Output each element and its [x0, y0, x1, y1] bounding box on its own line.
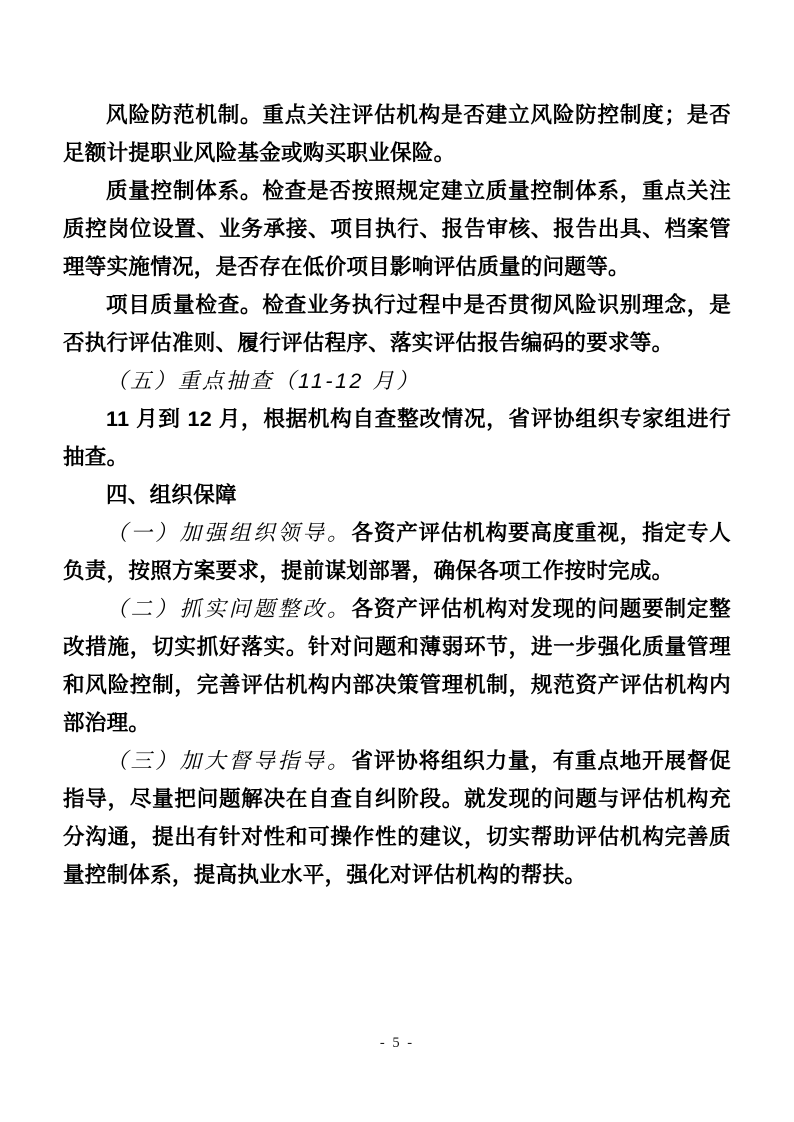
paragraph-lead: （三）加大督导指导。 [106, 749, 352, 773]
body-paragraph: 项目质量检查。检查业务执行过程中是否贯彻风险识别理念，是否执行评估准则、履行评估程序、落实评估报告编码的要求等。 [63, 293, 731, 355]
page-footer [0, 1034, 794, 1052]
paragraph-lead: （一）加强组织领导。 [106, 521, 352, 545]
body-paragraph: 质量控制体系。检查是否按照规定建立质量控制体系，重点关注质控岗位设置、业务承接、项目执行、报告审核、报告出具、档案管理等实施情况，是否存在低价项目影响评估质量的问题等。 [63, 179, 731, 279]
subsection-heading: （五）重点抽查（11-12 月） [106, 369, 421, 393]
body-paragraph [63, 514, 731, 590]
paragraph-lead: （二）抓实问题整改。 [106, 597, 352, 621]
paragraph-text: 省评协将组织力量，有重点地开展督促指导，尽量把问题解决在自查自纠阶段。就发现的问题与评估机构充分沟通，提出有针对性和可操作性的建议，切实帮助评估机构完善质量控制体系，提高执业水平，强化对评估机构的帮扶。 [63, 749, 731, 887]
body-paragraph [63, 590, 731, 742]
section-heading: 四、组织保障 [106, 483, 237, 507]
body-paragraph: 风险防范机制。重点关注评估机构是否建立风险防控制度；是否足额计提职业风险基金或购买职业保险。 [63, 103, 731, 165]
document-body [63, 96, 731, 894]
body-paragraph: 11 月到 12 月，根据机构自查整改情况，省评协组织专家组进行抽查。 [63, 407, 731, 469]
page-number: - 5 - [379, 1035, 415, 1051]
paragraph-text: 各资产评估机构要高度重视，指定专人负责，按照方案要求，提前谋划部署，确保各项工作按时完成。 [63, 521, 731, 583]
paragraph-text: 各资产评估机构对发现的问题要制定整改措施，切实抓好落实。针对问题和薄弱环节，进一步强化质量管理和风险控制，完善评估机构内部决策管理机制，规范资产评估机构内部治理。 [63, 597, 731, 735]
body-paragraph [63, 742, 731, 894]
